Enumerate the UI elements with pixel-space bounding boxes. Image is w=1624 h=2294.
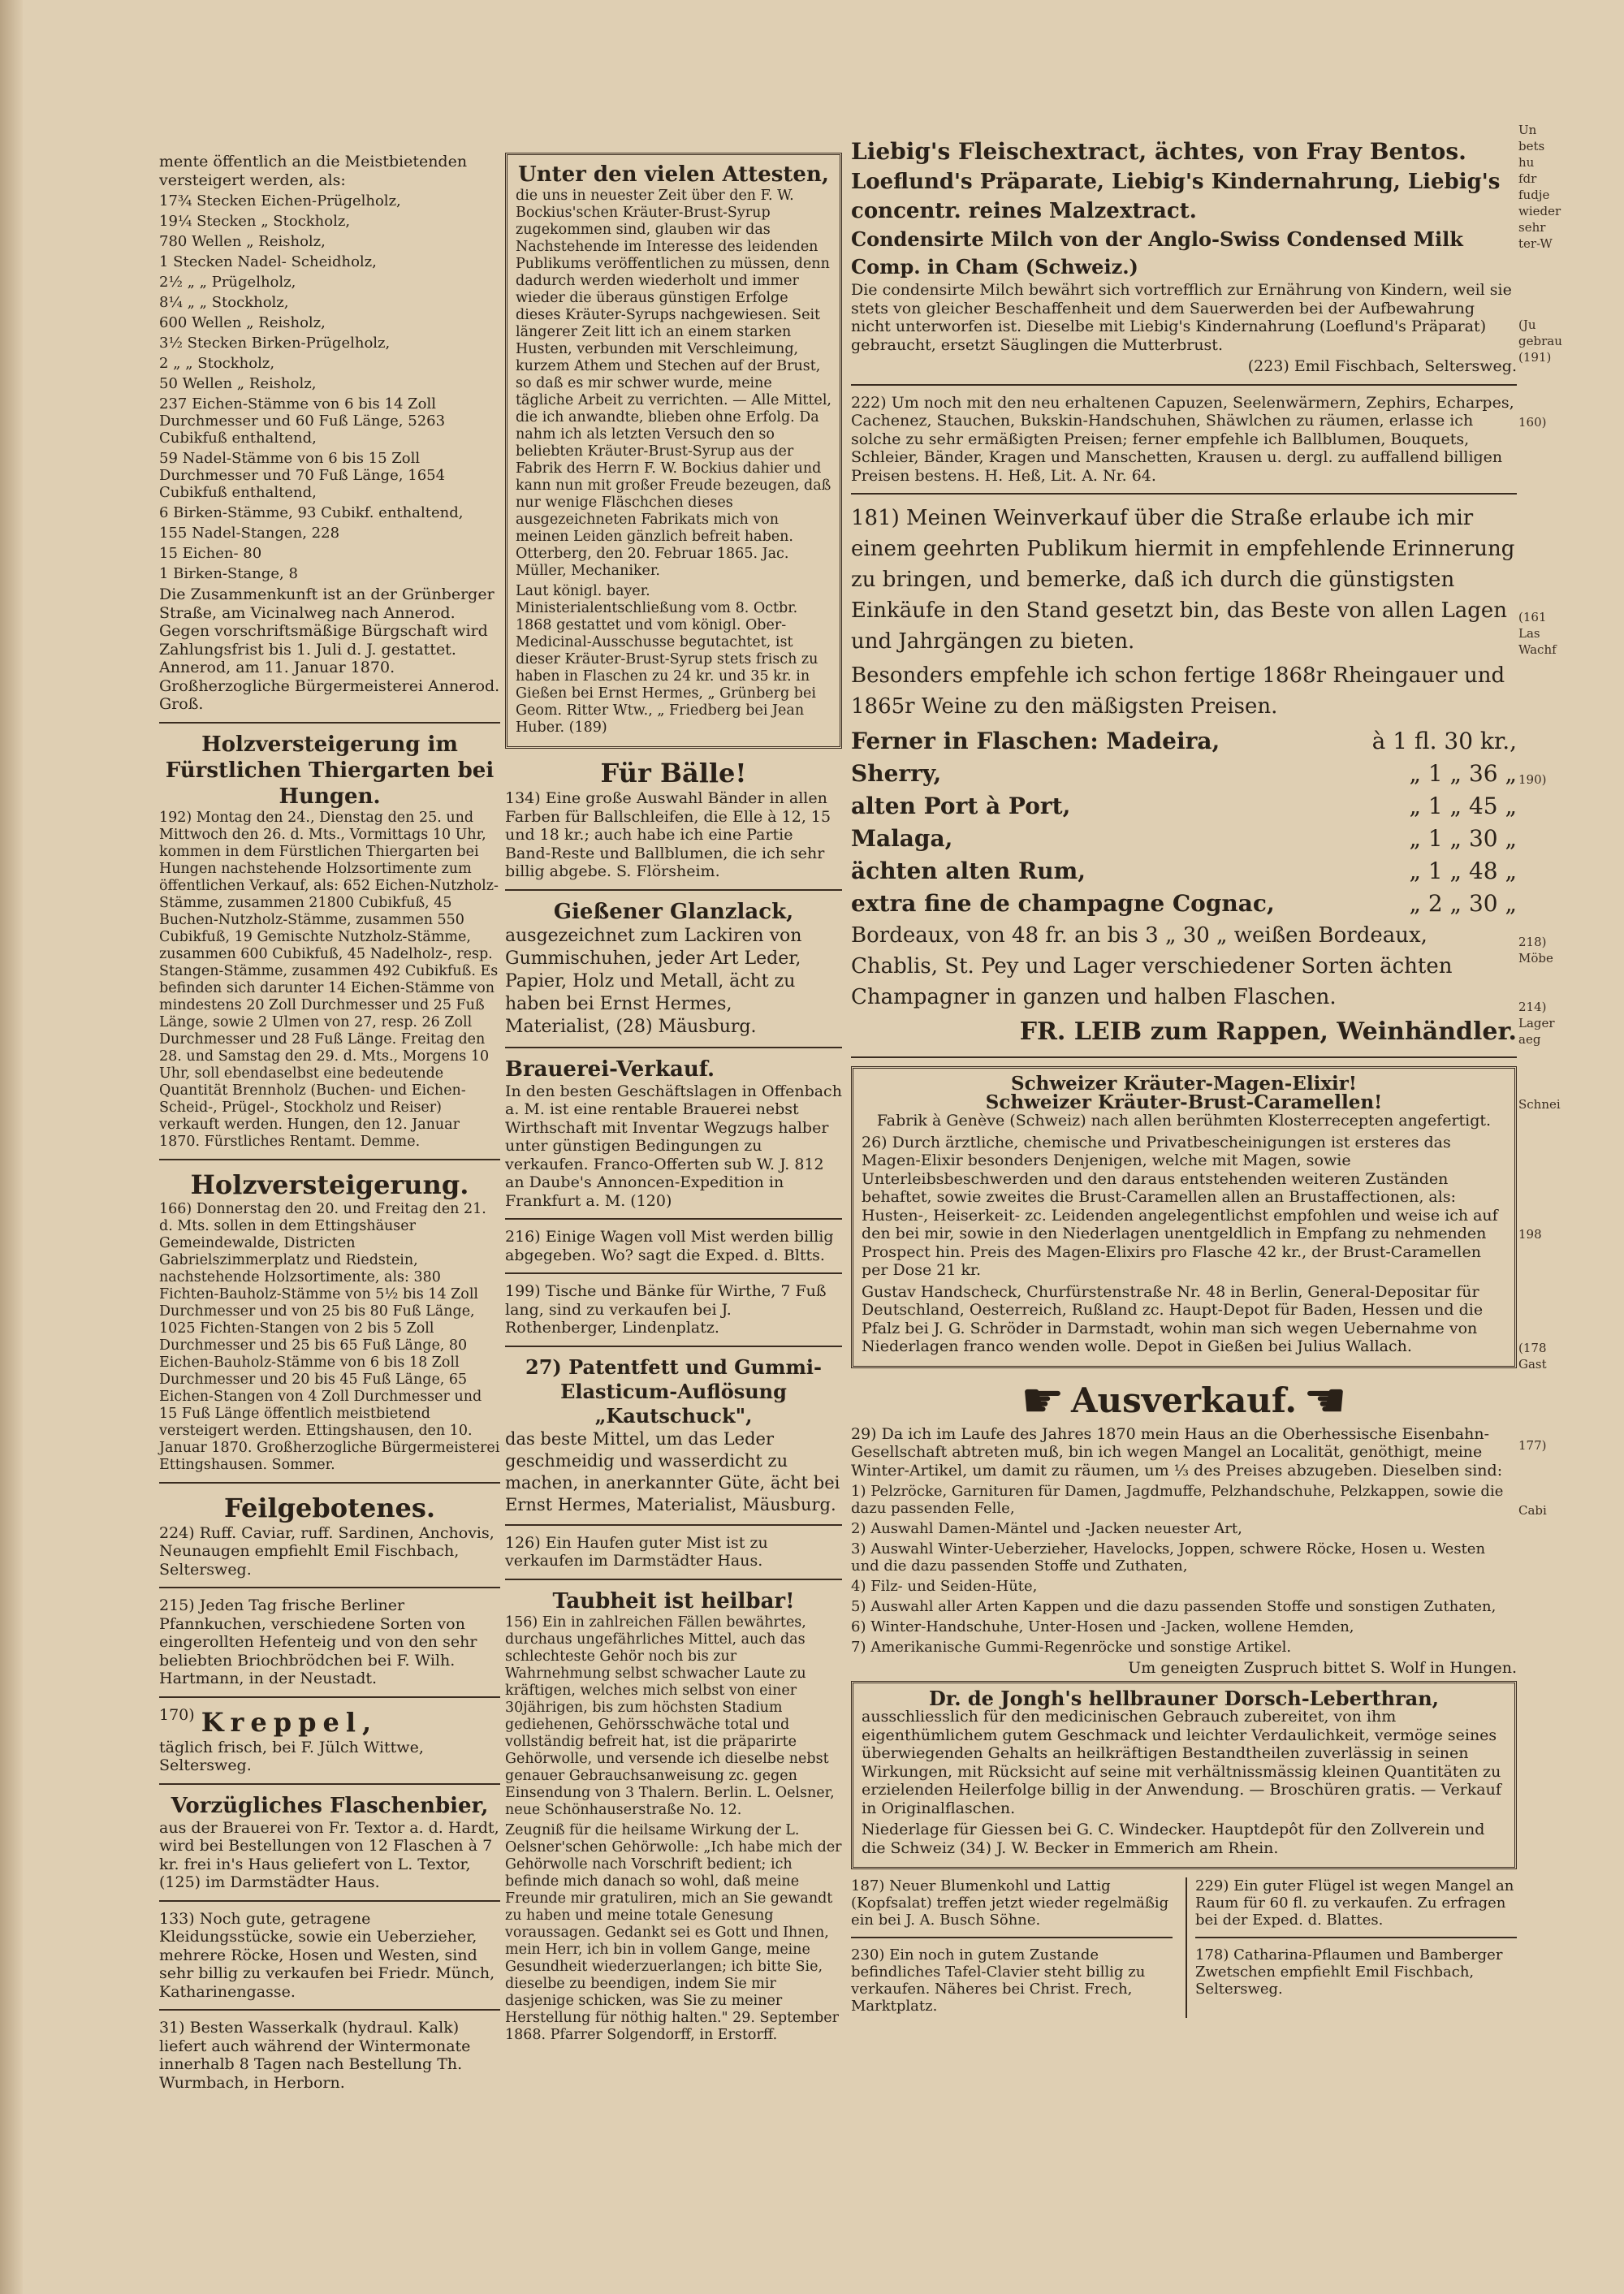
- edge-line: fdr: [1518, 171, 1537, 186]
- divider: [159, 1900, 500, 1902]
- divider: [159, 1159, 500, 1160]
- ausverkauf-item: 1) Pelzröcke, Garnituren für Damen, Jagdmuffe, Pelzhandschuhe, Pelzkappen, sowie die dazu passenden Felle,: [851, 1483, 1504, 1517]
- ausverkauf-header: [851, 1372, 1517, 1429]
- divider: [159, 722, 500, 724]
- wine-name: Malaga,: [851, 825, 953, 852]
- lot-item: 15 Eichen- 80: [159, 545, 262, 562]
- kreppel-heading: Kreppel,: [201, 1706, 378, 1738]
- wine-name: ächten alten Rum,: [851, 858, 1086, 884]
- lot-item: 1 Birken-Stange, 8: [159, 565, 298, 582]
- ausverkauf-item: 6) Winter-Handschuhe, Unter-Hosen und -Jacken, wollene Hemden,: [851, 1618, 1354, 1635]
- ad-178: 178) Catharina-Pflaumen und Bamberger Zwetschen empfiehlt Emil Fischbach, Seltersweg.: [1195, 1946, 1503, 1998]
- divider: [159, 1587, 500, 1588]
- lot-item: 155 Nadel-Stangen, 228: [159, 525, 340, 542]
- ausverkauf-heading: Ausverkauf.: [1070, 1380, 1298, 1420]
- divider: [505, 1346, 842, 1347]
- wein-intro: 181) Meinen Weinverkauf über die Straße erlaube ich mir einem geehrten Publikum hiermit in empfehlende Erinnerung zu bringen, und bemerke, daß ich durch die günstigsten Einkäufe in den Stand gesetzt bin, das Beste von allen Lagen und Jahrgängen zu bieten.: [851, 506, 1515, 654]
- pointing-hand-icon: ☛: [1021, 1372, 1065, 1429]
- divider: [505, 889, 842, 891]
- wine-price: „ 1 „ 45 „: [1409, 793, 1517, 819]
- flaschen-heading: Vorzügliches Flaschenbier,: [171, 1793, 489, 1818]
- ad-133: 133) Noch gute, getragene Kleidungsstücke, sowie ein Ueberzieher, mehrere Röcke, Hosen und Westen, sind sehr billig zu verkaufen bei Friedr. Münch, Katharinengasse.: [159, 1909, 495, 2001]
- auction-lots: [159, 192, 500, 582]
- lot-item: 780 Wellen „ Reisholz,: [159, 233, 326, 250]
- schweizer-heading-1: Schweizer Kräuter-Magen-Elixir!: [1011, 1073, 1357, 1095]
- edge-line: 190): [1518, 772, 1547, 787]
- edge-line: 177): [1518, 1438, 1547, 1453]
- divider: [159, 2009, 500, 2011]
- liebig-sign: (223) Emil Fischbach, Seltersweg.: [1247, 357, 1517, 375]
- edge-line: Schnei: [1518, 1097, 1561, 1112]
- divider: [159, 1783, 500, 1785]
- brauerei-body: In den besten Geschäftslagen in Offenbach a. M. ist eine rentable Brauerei nebst Wirthschaft mit Inventar Wegzugs halber unter günstigen Bedingungen zu verkaufen. Franco-Offerten sub W. J. 812 an Daube's Annoncen-Expedition in Frankfurt a. M. (120): [505, 1082, 842, 1210]
- wein-special: Besonders empfehle ich schon fertige 1868r Rheingauer und 1865r Weine zu den mäßigsten Preisen.: [851, 663, 1505, 719]
- edge-line: Gast: [1518, 1357, 1547, 1372]
- edge-line: bets: [1518, 139, 1545, 153]
- wine-name: Sherry,: [851, 760, 942, 787]
- edge-line: sehr: [1518, 220, 1546, 235]
- baelle-body: 134) Eine große Auswahl Bänder in allen Farben für Ballschleifen, die Elle à 12, 15 und 18 kr.; auch habe ich eine Partie Band-Reste und Ballblumen, die ich sehr billig abgebe. S. Flörsheim.: [505, 789, 831, 880]
- patent-heading: 27) Patentfett und Gummi-Elasticum-Auflösung „Kautschuck",: [525, 1354, 822, 1428]
- wein-tail: Bordeaux, von 48 fr. an bis 3 „ 30 „ weißen Bordeaux, Chablis, St. Pey und Lager verschiedener Sorten ächten Champagner in ganzen und halben Flaschen.: [851, 923, 1453, 1009]
- ad-187: 187) Neuer Blumenkohl und Lattig (Kopfsalat) treffen jetzt wieder regelmäßig ein bei J. A. Busch Söhne.: [851, 1877, 1169, 1929]
- wine-price: „ 1 „ 30 „: [1409, 825, 1517, 852]
- liebig-ad: [851, 136, 1517, 376]
- divider: [851, 1937, 1173, 1938]
- schweizer-sign: Gustav Handscheck, Churfürstenstraße Nr. 48 in Berlin, General-Depositar für Deutschland, Oesterreich, Rußland zc. Haupt-Depot für Baden, Hessen und die Pfalz bei J. G. Schröder in Darmstadt, wohin man sich wegen Uebernahme von Niederlagen franco wenden wolle. Depot in Gießen bei Julius Wallach.: [862, 1282, 1484, 1355]
- dorsch-sign: Niederlage für Giessen bei G. C. Windecker. Hauptdepôt für den Zollverein und die Schweiz (34) J. W. Becker in Emmerich am Rhein.: [862, 1821, 1485, 1857]
- divider: [159, 1696, 500, 1698]
- edge-line: aeg: [1518, 1032, 1541, 1047]
- edge-line: (Ju: [1518, 318, 1536, 332]
- liebig-line-3: Condensirte Milch von der Anglo-Swiss Condensed Milk Comp. in Cham (Schweiz.): [851, 227, 1463, 279]
- schweizer-heading-2: Schweizer Kräuter-Brust-Caramellen!: [985, 1091, 1383, 1113]
- ausverkauf-item: 4) Filz- und Seiden-Hüte,: [851, 1578, 1038, 1595]
- edge-line: hu: [1518, 155, 1535, 170]
- ad-31: 31) Besten Wasserkalk (hydraul. Kalk) liefert auch während der Wintermonate innerhalb 8 Tagen nach Bestellung Th. Wurmbach, in Herborn.: [159, 2019, 471, 2092]
- ausverkauf-item: 7) Amerikanische Gummi-Regenröcke und sonstige Artikel.: [851, 1639, 1292, 1656]
- wine-row: [851, 855, 1517, 888]
- edge-line: 218): [1518, 935, 1547, 949]
- bottom-ads-left: [851, 1877, 1173, 2018]
- edge-line: Möbe: [1518, 951, 1553, 966]
- attest-body: die uns in neuester Zeit über den F. W. Bockius'schen Kräuter-Brust-Syrup zugekommen sind, glauben wir das Nachstehende im Interesse des leidenden Publikums veröffentlichen zu müssen, denn dadurch werden wiederholt und immer wieder die überaus günstigen Erfolge dieses Kräuter-Syrups nachgewiesen. Seit längerer Zeit litt ich an einem starken Husten, verbunden mit Verschleimung, kurzem Athem und Stechen auf der Brust, so daß es mir schwer wurde, meine tägliche Arbeit zu verrichten. — Alle Mittel, die ich anwandte, blieben ohne Erfolg. Da nahm ich als letzten Versuch den so beliebten Kräuter-Brust-Syrup aus der Fabrik des Herrn F. W. Bockius dahier und kann nun mit großer Freude bezeugen, daß nur wenige Fläschchen dieses ausgezeichneten Fabrikats mich von meinen Leiden gänzlich befreit haben. Otterberg, den 20. Februar 1865. Jac. Müller, Mechaniker.: [516, 188, 831, 579]
- edge-line: Cabi: [1518, 1503, 1547, 1518]
- kreppel-number: 170): [159, 1705, 195, 1724]
- lot-item: 19¼ Stecken „ Stockholz,: [159, 213, 351, 230]
- wine-row: [851, 790, 1517, 823]
- holz2-body: 166) Donnerstag den 20. und Freitag den 21. d. Mts. sollen in dem Ettingshäuser Gemeindewalde, Districten Gabrielszimmerplatz und Riedstein, nachstehende Holzsortimente, als: 380 Fichten-Bauholz-Stämme von 5½ bis 14 Zoll Durchmesser und von 25 bis 80 Fuß Länge, 1025 Fichten-Stangen von 2 bis 5 Zoll Durchmesser und 25 bis 65 Fuß Länge, 80 Eichen-Bauholz-Stämme von 6 bis 18 Zoll Durchmesser und 20 bis 45 Fuß Länge, 65 Eichen-Stangen von 4 Zoll Durchmesser und 15 Fuß Länge öffentlich meistbietend versteigert werden. Ettingshausen, den 10. Januar 1870. Großherzogliche Bürgermeisterei Ettingshausen. Sommer.: [159, 1200, 500, 1473]
- divider: [851, 493, 1517, 495]
- wine-name: alten Port à Port,: [851, 793, 1071, 819]
- wine-row: [851, 823, 1517, 855]
- wine-name: Ferner in Flaschen: Madeira,: [851, 728, 1220, 754]
- lot-item: 2½ „ „ Prügelholz,: [159, 274, 296, 291]
- glanz-heading: Gießener Glanzlack,: [553, 899, 794, 924]
- edge-line: Un: [1518, 123, 1537, 137]
- glanz-body: ausgezeichnet zum Lackiren von Gummischuhen, jeder Art Leder, Papier, Holz und Metall, ächt zu haben bei Ernst Hermes, Materialist, (28) Mäusburg.: [505, 925, 802, 1037]
- divider: [1195, 1937, 1517, 1938]
- flaschen-body: aus der Brauerei von Fr. Textor a. d. Hardt, wird bei Bestellungen von 12 Flaschen à 7 kr. frei in's Haus geliefert von L. Textor, (125) im Darmstädter Haus.: [159, 1818, 499, 1891]
- wine-price: à 1 fl. 30 kr.,: [1371, 728, 1517, 754]
- feil-224: 224) Ruff. Caviar, ruff. Sardinen, Anchovis, Neunaugen empfiehlt Emil Fischbach, Seltersweg.: [159, 1523, 495, 1579]
- lot-item: 17¾ Stecken Eichen-Prügelholz,: [159, 192, 401, 210]
- edge-line: wieder: [1518, 204, 1561, 218]
- edge-line: Lager: [1518, 1016, 1555, 1030]
- edge-line: Las: [1518, 626, 1540, 641]
- schweizer-box: [851, 1066, 1517, 1368]
- ausverkauf-sign: Um geneigten Zuspruch bittet S. Wolf in Hungen.: [1128, 1659, 1517, 1677]
- ausverkauf-item: 2) Auswahl Damen-Mäntel und -Jacken neuester Art,: [851, 1520, 1242, 1537]
- attest-note: Laut königl. bayer. Ministerialentschließung vom 8. Octbr. 1868 gestattet und vom königl. Ober-Medicinal-Ausschusse begutachtet, ist dieser Kräuter-Brust-Syrup stets frisch zu haben in Flaschen zu 24 kr. und 35 kr. in Gießen bei Ernst Hermes, „ Grünberg bei Geom. Ritter Wtw., „ Friedberg bei Jean Huber. (189): [516, 583, 818, 736]
- lot-item: 237 Eichen-Stämme von 6 bis 14 Zoll Durchmesser und 60 Fuß Länge, 5263 Cubikfuß enthaltend,: [159, 395, 446, 447]
- divider: [505, 1272, 842, 1274]
- hunting-heading: Holzversteigerung im Fürstlichen Thiergarten bei Hungen.: [165, 732, 495, 809]
- wine-name: extra fine de champagne Cognac,: [851, 890, 1275, 917]
- attest-heading: Unter den vielen Attesten,: [518, 162, 829, 187]
- edge-line: Wachf: [1518, 642, 1557, 657]
- patent-body: das beste Mittel, um das Leder geschmeidig und wasserdicht zu machen, in anerkannter Güte, ächt bei Ernst Hermes, Materialist, Mäusburg.: [505, 1428, 840, 1514]
- liebig-line-2: Loeflund's Präparate, Liebig's Kindernahrung, Liebig's concentr. reines Malzextract.: [851, 170, 1501, 223]
- edge-line: (178: [1518, 1341, 1547, 1355]
- ad-230: 230) Ein noch in gutem Zustande befindliches Tafel-Clavier steht billig zu verkaufen. Näheres bei Christ. Frech, Marktplatz.: [851, 1946, 1146, 2015]
- lot-item: 59 Nadel-Stämme von 6 bis 15 Zoll Durchmesser und 70 Fuß Länge, 1654 Cubikfuß enthaltend,: [159, 450, 446, 501]
- ausverkauf-item: 5) Auswahl aller Arten Kappen und die dazu passenden Stoffe und sonstigen Zuthaten,: [851, 1598, 1497, 1615]
- baelle-heading: Für Bälle!: [600, 758, 747, 788]
- kreppel-body: täglich frisch, bei F. Jülch Wittwe, Seltersweg.: [159, 1738, 424, 1774]
- wine-row: [851, 758, 1517, 790]
- dorsch-body: ausschliesslich für den medicinischen Gebrauch zubereitet, von ihm eigenthümlichem gutem Geschmack und leichter Verdaulichkeit, vermöge seines überwiegenden Gehalts an heilkräftigen Bestandtheilen zuverlässig in seinen Wirkungen, mit Rücksicht auf seine mit verhältnissmässig kleinen Quantitäten zu erzielenden Heilerfolge billig in der Anwendung. — Broschüren gratis. — Verkauf in Originalflaschen.: [862, 1708, 1501, 1817]
- ad-216: 216) Einige Wagen voll Mist werden billig abgegeben. Wo? sagt die Exped. d. Bltts.: [505, 1228, 834, 1264]
- liebig-body: Die condensirte Milch bewährt sich vortrefflich zur Ernährung von Kindern, weil sie stets von gleicher Beschaffenheit und dem Sauerwerden bei der Aufbewahrung nicht unterworfen ist. Dieselbe mit Liebig's Kindernahrung (Loeflund's Präparat) gebraucht, ersetzt Säuglingen die Mutterbrust.: [851, 281, 1512, 354]
- divider: [505, 1579, 842, 1580]
- column-2: [505, 153, 842, 2047]
- edge-line: 198: [1518, 1227, 1542, 1242]
- feil-215: 215) Jeden Tag frische Berliner Pfannkuchen, verschiedene Sorten von eingerollten Hefenteig und von den sehr beliebten Briochbrödchen bei F. Wilh. Hartmann, in der Neustadt.: [159, 1596, 477, 1687]
- ad-229: 229) Ein guter Flügel ist wegen Mangel an Raum für 60 fl. zu verkaufen. Zu erfragen bei der Exped. d. Blattes.: [1195, 1877, 1514, 1929]
- feil-heading: Feilgebotenes.: [223, 1492, 435, 1523]
- edge-line: 160): [1518, 415, 1547, 430]
- lot-item: 600 Wellen „ Reisholz,: [159, 314, 326, 331]
- wine-price: „ 2 „ 30 „: [1409, 890, 1517, 917]
- bottom-ads-right: [1186, 1877, 1517, 2018]
- edge-line: 214): [1518, 1000, 1547, 1014]
- ad-126: 126) Ein Haufen guter Mist ist zu verkaufen im Darmstädter Haus.: [505, 1533, 768, 1570]
- divider: [505, 1047, 842, 1048]
- bottom-ads: [851, 1877, 1517, 2018]
- wine-row: [851, 725, 1517, 758]
- wine-price: „ 1 „ 36 „: [1409, 760, 1517, 787]
- divider: [159, 1482, 500, 1484]
- lot-item: 50 Wellen „ Reisholz,: [159, 375, 317, 392]
- edge-line: (161: [1518, 610, 1547, 624]
- ad-222: 222) Um noch mit den neu erhaltenen Capuzen, Seelenwärmern, Zephirs, Echarpes, Cachenez, Stauchen, Bukskin-Handschuhen, Shäwlchen zu räumen, erlasse ich solche zu sehr ermäßigten Preisen; ferner empfehle ich Ballblumen, Bouquets, Schleier, Bänder, Kragen und Manschetten, Krausen u. dergl. zu auffallend billigen Preisen bestens. H. Heß, Lit. A. Nr. 64.: [851, 393, 1514, 485]
- dorsch-box: [851, 1681, 1517, 1870]
- auction-intro: mente öffentlich an die Meistbietenden versteigert werden, als:: [159, 153, 468, 189]
- lot-item: 2 „ „ Stockholz,: [159, 355, 275, 372]
- edge-line: fudje: [1518, 188, 1550, 202]
- wine-price: „ 1 „ 48 „: [1409, 858, 1517, 884]
- facing-page-edge: [1514, 122, 1624, 2233]
- ausverkauf-body: 29) Da ich im Laufe des Jahres 1870 mein Haus an die Oberhessische Eisenbahn-Gesellschaft abtreten muß, bin ich wegen Mangel an Localität, genöthigt, meine Winter-Artikel, um damit zu räumen, um ⅓ des Preises abzugeben. Dieselben sind:: [851, 1424, 1503, 1480]
- kreppel-ad: [159, 1706, 500, 1739]
- lot-item: 8¼ „ „ Stockholz,: [159, 294, 289, 311]
- divider: [505, 1524, 842, 1526]
- wein-sign: FR. LEIB zum Rappen, Weinhändler.: [1019, 1017, 1517, 1046]
- schweizer-body: 26) Durch ärztliche, chemische und Privatbescheinigungen ist ersteres das Magen-Elixir besonders Denjenigen, welche mit Magen, sowie Unterleibsbeschwerden und den daraus entstehenden weiteren Zuständen behaftet, sowie zweites die Brust-Caramellen allen an Brustaffectionen, als: Husten-, Heiserkeit- zc. Leidenden angelegentlichst empfohlen und weise ich auf den bei mir, sowie in den Niederlagen unentgeldlich in Empfang zu nehmenden Prospect hin. Preis des Magen-Elixirs pro Flasche 42 kr., der Brust-Caramellen per Dose 21 kr.: [862, 1133, 1498, 1279]
- brauerei-heading: Brauerei-Verkauf.: [505, 1056, 715, 1082]
- attest-box: [505, 153, 842, 749]
- edge-line: (191): [1518, 350, 1552, 365]
- taub-heading: Taubheit ist heilbar!: [552, 1588, 795, 1614]
- column-3: [851, 136, 1517, 2018]
- divider: [851, 384, 1517, 386]
- hunting-body: 192) Montag den 24., Dienstag den 25. und Mittwoch den 26. d. Mts., Vormittags 10 Uhr, kommen in dem Fürstlichen Thiergarten bei Hungen nachstehende Holzsortimente zum öffentlichen Verkauf, als: 652 Eichen-Nutzholz-Stämme, zusammen 21800 Cubikfuß, 45 Buchen-Nutzholz-Stämme, zusammen 550 Cubikfuß, 19 Gemischte Nutzholz-Stämme, zusammen 600 Cubikfuß, 45 Nadelholz-, resp. Stangen-Stämme, zusammen 492 Cubikfuß. Es befinden sich darunter 14 Eichen-Stämme von mindestens 20 Zoll Durchmesser und 25 Fuß Länge, sowie 2 Ulmen von 27, resp. 26 Zoll Durchmesser und 28 Fuß Länge. Freitag den 28. und Samstag den 29. d. Mts., Morgens 10 Uhr, soll ebendaselbst eine bedeutende Quantität Brennholz (Buchen- und Eichen-Scheid-, Prügel-, Stockholz und Reiser) verkauft werden. Hungen, den 12. Januar 1870. Fürstliches Rentamt. Demme.: [159, 809, 499, 1150]
- taub-body: 156) Ein in zahlreichen Fällen bewährtes, durchaus ungefährliches Mittel, auch das schlechteste Gehör noch bis zur Wahrnehmung selbst schwacher Laute zu kräftigen, welches mich selbst von einer 30jährigen, bis zum höchsten Stadium gediehenen, Gehörsschwäche total und vollständig befreit hat, ist die präparirte Gehörwolle, und versende ich dieselbe nebst genauer Gebrauchsanweisung zc. gegen Einsendung von 3 Thalern. Berlin. L. Oelsner, neue Schönhauserstraße No. 12.: [505, 1614, 835, 1818]
- divider: [851, 1056, 1517, 1058]
- liebig-line-1: Liebig's Fleischextract, ächtes, von Fray Bentos.: [851, 138, 1466, 165]
- wine-row: [851, 888, 1517, 920]
- holz2-heading: Holzversteigerung.: [190, 1169, 469, 1200]
- wein-ad: [851, 503, 1517, 1048]
- auction-close: Die Zusammenkunft ist an der Grünberger Straße, am Vicinalweg nach Annerod. Gegen vorschriftsmäßige Bürgschaft wird Zahlungsfrist bis 1. Juli d. J. gestattet. Annerod, am 11. Januar 1870. Großherzogliche Bürgermeisterei Annerod. Groß.: [159, 585, 500, 713]
- schweizer-sub: Fabrik à Genève (Schweiz) nach allen berühmten Klosterrecepten angefertigt.: [876, 1112, 1492, 1130]
- lot-item: 3½ Stecken Birken-Prügelholz,: [159, 335, 391, 352]
- lot-item: 1 Stecken Nadel- Scheidholz,: [159, 253, 377, 270]
- dorsch-heading: Dr. de Jongh's hellbrauner Dorsch-Leberthran,: [928, 1686, 1440, 1710]
- edge-line: ter-W: [1518, 236, 1553, 251]
- taub-zeugnis: Zeugniß für die heilsame Wirkung der L. Oelsner'schen Gehörwolle: „Ich habe mich der Gehörwolle nach Vorschrift bedient; ich befinde mich danach so wohl, daß meine Freunde mir gratuliren, mich an Sie gewandt zu haben und meine totale Genesung voraussagen. Gedankt sei es Gott und Ihnen, mein Herr, ich bin in vollem Gange, meine Gesundheit wiederzuerlangen; ich bitte Sie, dieselbe zu beendigen, indem Sie mir dasjenige schicken, was Sie zu meiner Herstellung für nöthig halten." 29. September 1868. Pfarrer Solgendorff, in Erstorff.: [505, 1821, 842, 2043]
- page-binding: [0, 0, 23, 2294]
- lot-item: 6 Birken-Stämme, 93 Cubikf. enthaltend,: [159, 504, 464, 521]
- ad-199: 199) Tische und Bänke für Wirthe, 7 Fuß lang, sind zu verkaufen bei J. Rothenberger, Lindenplatz.: [505, 1282, 827, 1337]
- edge-line: gebrau: [1518, 334, 1562, 348]
- divider: [505, 1218, 842, 1220]
- ausverkauf-item: 3) Auswahl Winter-Ueberzieher, Havelocks, Joppen, schwere Röcke, Hosen u. Westen und die dazu passenden Stoffe und Zuthaten,: [851, 1540, 1486, 1575]
- pointing-hand-icon: ☚: [1303, 1372, 1347, 1429]
- column-1: [159, 153, 500, 2095]
